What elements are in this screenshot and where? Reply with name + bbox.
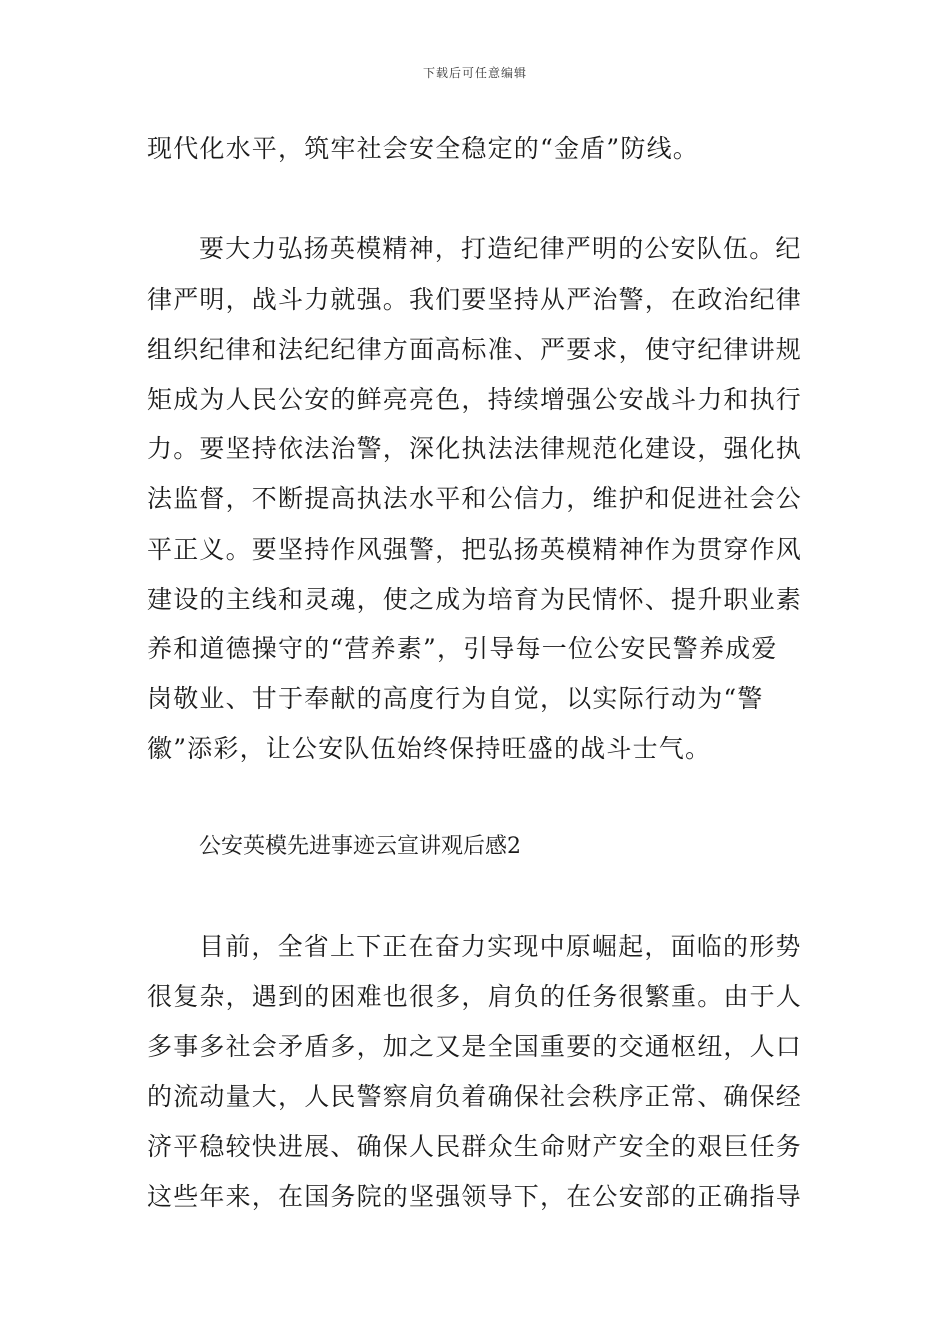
- paragraph-line: 平正义。要坚持作风强警，把弘扬英模精神作为贯穿作风: [147, 535, 803, 564]
- page-header: 下载后可任意编辑: [422, 66, 527, 80]
- paragraph-line: 目前，全省上下正在奋力实现中原崛起，面临的形势: [199, 932, 802, 961]
- paragraph-line: 岗敬业、甘于奉献的高度行为自觉，以实际行动为“警: [147, 684, 764, 713]
- paragraph-line: 要大力弘扬英模精神，打造纪律严明的公安队伍。纪: [199, 234, 802, 263]
- paragraph-line: 这些年来，在国务院的坚强领导下，在公安部的正确指导: [147, 1182, 803, 1211]
- paragraph-line: 组织纪律和法纪纪律方面高标准、严要求，使守纪律讲规: [147, 335, 803, 364]
- paragraph-line: 现代化水平，筑牢社会安全稳定的“金盾”防线。: [147, 134, 699, 163]
- paragraph-line: 养和道德操守的“营养素”，引导每一位公安民警养成爱: [147, 634, 778, 663]
- paragraph-line: 徽”添彩，让公安队伍始终保持旺盛的战斗士气。: [147, 734, 712, 763]
- paragraph-line: 法监督，不断提高执法水平和公信力，维护和促进社会公: [147, 484, 803, 513]
- paragraph-line: 力。要坚持依法治警，深化执法法律规范化建设，强化执: [147, 434, 803, 463]
- paragraph-line: 济平稳较快进展、确保人民群众生命财产安全的艰巨任务: [147, 1132, 803, 1161]
- paragraph-line: 矩成为人民公安的鲜亮亮色，持续增强公安战斗力和执行: [147, 385, 803, 414]
- paragraph-line: 律严明，战斗力就强。我们要坚持从严治警，在政治纪律: [147, 285, 803, 314]
- paragraph-line: 的流动量大，人民警察肩负着确保社会秩序正常、确保经: [147, 1082, 803, 1111]
- paragraph-line: 很复杂，遇到的困难也很多，肩负的任务很繁重。由于人: [147, 982, 803, 1011]
- section-heading: 公安英模先进事迹云宣讲观后感2: [199, 834, 521, 859]
- paragraph-line: 多事多社会矛盾多，加之又是全国重要的交通枢纽，人口: [147, 1032, 803, 1061]
- paragraph-line: 建设的主线和灵魂，使之成为培育为民情怀、提升职业素: [147, 585, 803, 614]
